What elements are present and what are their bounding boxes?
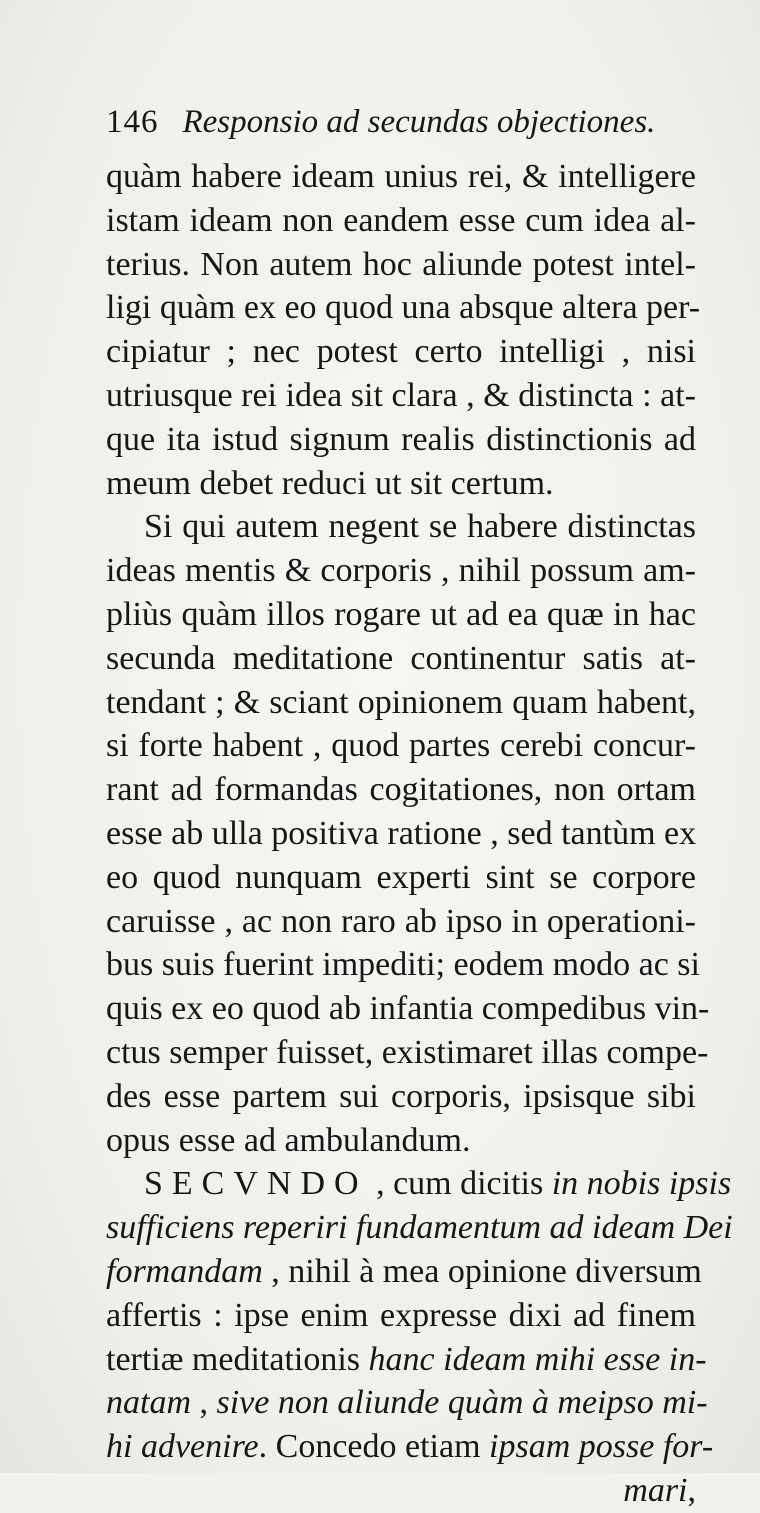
page-number: 146: [106, 104, 159, 140]
text-line: [106, 943, 700, 987]
italic-text: formandam: [106, 1252, 263, 1290]
text-line: [106, 1206, 733, 1250]
text-segment: eo quod nunquam experti sint se corpore: [106, 858, 696, 896]
text-segment: ctus semper fuisset, existimaret illas compe-: [106, 1033, 709, 1071]
text-segment: affertis : ipse enim expresse dixi ad finem: [106, 1296, 696, 1334]
text-line: [106, 505, 696, 549]
text-segment: rant ad formandas cogitationes, non ortam: [106, 771, 696, 809]
italic-text: hanc ideam mihi esse in-: [368, 1340, 707, 1378]
text-segment: cipiatur ; nec potest certo intelligi , nisi: [106, 333, 696, 371]
text-line: [106, 900, 696, 944]
text-segment: tertiæ meditationis: [106, 1340, 369, 1378]
text-segment: terius. Non autem hoc aliunde potest intel-: [106, 245, 696, 283]
italic-text: ipsam posse for-: [489, 1428, 714, 1466]
italic-text: in nobis ipsis: [551, 1165, 732, 1203]
text-segment: opus esse ad ambulandum.: [106, 1121, 471, 1159]
text-line: [106, 549, 696, 593]
text-segment: esse ab ulla positiva ratione , sed tantùm ex: [106, 814, 697, 852]
text-line: [106, 418, 696, 462]
text-line: [106, 987, 710, 1031]
text-line: [106, 330, 696, 374]
text-line: [106, 1119, 696, 1163]
text-line: [106, 1162, 732, 1206]
text-segment: Si qui autem negent se habere distinctas: [144, 508, 696, 546]
text-line: [106, 155, 696, 199]
text-segment: ,: [191, 1384, 217, 1422]
text-line: [106, 243, 696, 287]
text-line: [106, 1031, 709, 1075]
text-line: [106, 812, 696, 856]
text-line: [106, 1469, 696, 1513]
text-segment: des esse partem sui corporis, ipsisque sibi: [106, 1077, 696, 1115]
text-segment: ideas mentis & corporis , nihil possum am-: [106, 552, 696, 590]
text-line: [106, 637, 696, 681]
running-head: [106, 97, 706, 147]
text-line: [106, 374, 696, 418]
italic-text: sive non aliunde quàm à meipso mi-: [216, 1384, 708, 1422]
text-segment: quàm habere ideam unius rei, & intelligere: [106, 158, 696, 195]
text-line: [106, 768, 696, 812]
text-segment: quis ex eo quod ab infantia compedibus vin-: [106, 990, 710, 1028]
text-line: [106, 1381, 708, 1425]
text-segment: si forte habent , quod partes cerebi concur-: [106, 727, 696, 765]
text-segment: utriusque rei idea sit clara , & distincta : at-: [106, 376, 696, 414]
text-segment: tendant ; & sciant opinionem quam habent,: [106, 683, 696, 721]
text-segment: meum debet reduci ut sit certum.: [106, 464, 554, 502]
text-line: [106, 724, 696, 768]
text-line: [106, 856, 696, 900]
text-line: [106, 681, 696, 725]
text-segment: ,: [687, 1471, 696, 1509]
text-line: [106, 1075, 696, 1119]
text-segment: secunda meditatione continentur satis at-: [106, 639, 696, 677]
text-segment: pliùs quàm illos rogare ut ad ea quæ in hac: [106, 595, 696, 633]
text-segment: , nihil à mea opinione diversum: [262, 1252, 702, 1290]
text-line: [106, 1338, 707, 1382]
running-title: Responsio ad secundas objectiones.: [182, 104, 656, 140]
text-segment: , cum dicitis: [367, 1165, 552, 1203]
text-line: [106, 286, 701, 330]
text-segment: caruisse , ac non raro ab ipso in operationi-: [106, 902, 696, 940]
text-line: [106, 1294, 696, 1338]
text-line: [106, 1425, 714, 1469]
text-segment: ligi quàm ex eo quod una absque altera per-: [106, 289, 701, 327]
text-line: [106, 462, 696, 506]
italic-text: natam: [106, 1384, 191, 1422]
italic-text: mari: [623, 1471, 688, 1509]
text-segment: istam ideam non eandem esse cum idea al-: [106, 201, 696, 239]
italic-text: hi advenire: [106, 1428, 259, 1466]
text-segment: que ita istud signum realis distinctionis ad: [106, 420, 696, 458]
body-text: [106, 155, 733, 1513]
text-line: [106, 593, 696, 637]
italic-text: sufficiens reperiri fundamentum ad ideam Dei: [106, 1209, 733, 1247]
text-line: [106, 199, 696, 243]
text-segment: bus suis fuerint impediti; eodem modo ac si: [106, 946, 700, 984]
text-segment: . Concedo etiam: [258, 1428, 490, 1466]
small-caps-text: SECVNDO: [144, 1165, 368, 1203]
text-line: [106, 1250, 702, 1294]
